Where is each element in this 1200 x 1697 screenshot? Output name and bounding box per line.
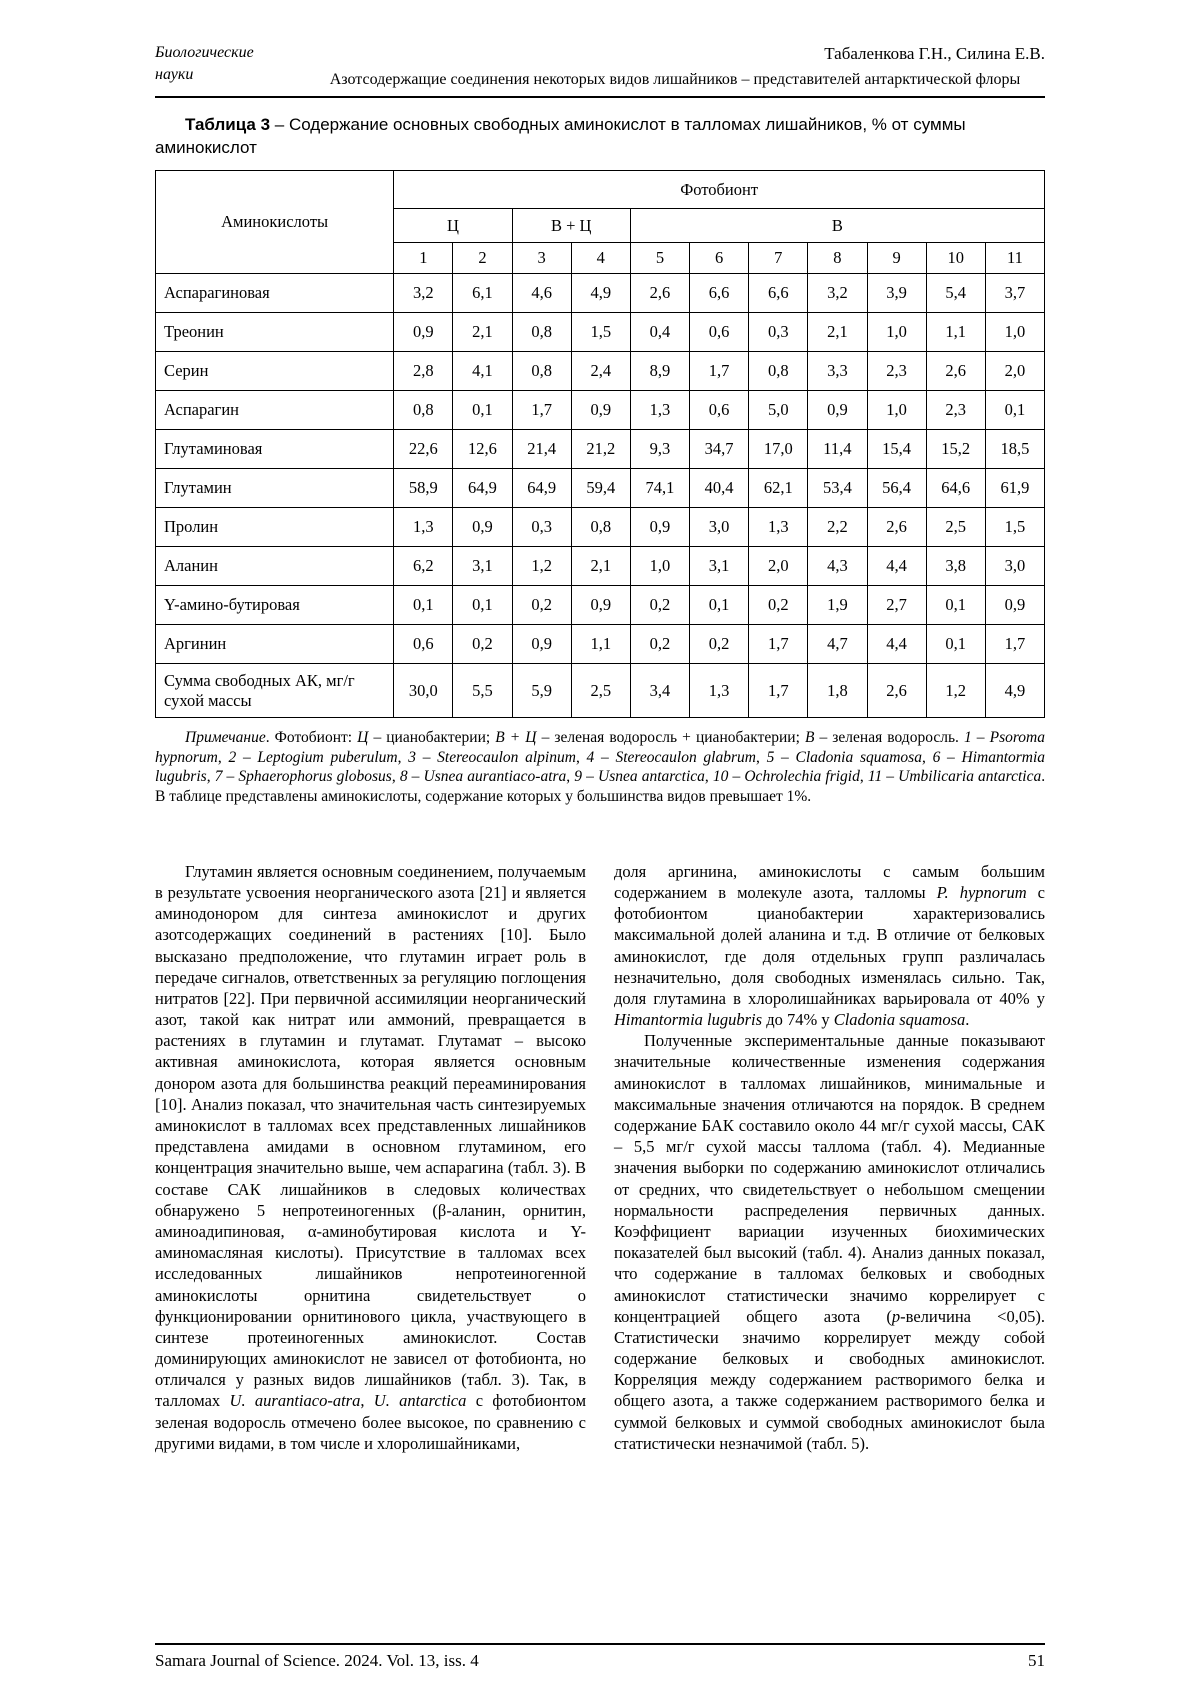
table-caption (155, 114, 1045, 160)
table-row (156, 313, 1045, 352)
value-cell: 2,3 (926, 391, 985, 430)
column-number: 9 (867, 243, 926, 274)
table-caption-label: Таблица 3 (185, 115, 271, 135)
value-cell: 0,1 (453, 586, 512, 625)
value-cell: 0,1 (453, 391, 512, 430)
value-cell: 1,5 (571, 313, 630, 352)
value-cell: 0,9 (453, 508, 512, 547)
value-cell: 1,7 (985, 625, 1044, 664)
group-header-cyanobacteria: Ц (394, 209, 512, 243)
value-cell: 1,3 (630, 391, 689, 430)
value-cell: 0,1 (394, 586, 453, 625)
value-cell: 2,5 (571, 664, 630, 718)
value-cell: 0,6 (690, 313, 749, 352)
italic-term: 9 – Usnea antarctica (574, 768, 705, 786)
value-cell: 0,9 (571, 586, 630, 625)
journal-section (155, 42, 305, 91)
value-cell: 1,7 (749, 664, 808, 718)
value-cell: 1,0 (985, 313, 1044, 352)
column-number: 6 (690, 243, 749, 274)
table-row (156, 664, 1045, 718)
value-cell: 6,6 (749, 274, 808, 313)
amino-acid-name: Глутаминовая (156, 430, 394, 469)
table-row (156, 352, 1045, 391)
body-paragraph (614, 1030, 1045, 1454)
column-number: 1 (394, 243, 453, 274)
value-cell: 6,6 (690, 274, 749, 313)
column-number: 5 (630, 243, 689, 274)
text-run: Полученные экспериментальные данные показывают значительные количественные изменения содержания аминокислот в талломах лишайников, минимальные и максимальные значения отличаются на порядок. В среднем содержание БАК составило около 44 мг/г сухой массы, САК – 5,5 мг/г сухой массы таллома (табл. 4). Медианные значения выборки по содержанию аминокислот отличались от средних, что свидетельствует о небольшом смещении нормальности распределения первичных данных. Коэффициент вариации изученных биохимических показателей был высокий (табл. 4). Анализ данных показал, что содержание в талломах белковых и свободных аминокислот статистически значимо коррелирует с концентрацией общего азота ( (614, 1031, 1045, 1326)
table-row (156, 274, 1045, 313)
text-run: с фотобионтом зеленая водоросль отмечено более высокое, по сравнению с другими видами, в том числе и хлоролишайниками, (155, 1391, 587, 1453)
amino-acid-name: Аланин (156, 547, 394, 586)
value-cell: 3,7 (985, 274, 1044, 313)
body-paragraph (614, 861, 1045, 1031)
text-run: с фотобионтом цианобактерии характеризовались максимальной долей аланина и т.д. В отличие от белковых аминокислот, где доля отдельных групп различалась незначительно, доля свободных изменялась сильно. Так, доля глутамина в хлоролишайниках варьировала от 40% у (614, 882, 1045, 1008)
value-cell: 0,9 (808, 391, 867, 430)
value-cell: 4,4 (867, 625, 926, 664)
amino-acid-table (155, 170, 1045, 718)
table-row (156, 547, 1045, 586)
table-row (156, 430, 1045, 469)
text-run: -величина <0,05). Статистически значимо коррелирует между собой содержание белковых и свободных аминокислот. Корреляция между содержанием растворимого белка и общего азота, а также содержанием растворимого белка и суммой белковых и суммой свободных аминокислот была статистически незначимой (табл. 5). (614, 1306, 1045, 1453)
value-cell: 12,6 (453, 430, 512, 469)
value-cell: 64,9 (512, 469, 571, 508)
value-cell: 4,7 (808, 625, 867, 664)
value-cell: 6,1 (453, 274, 512, 313)
value-cell: 0,9 (571, 391, 630, 430)
text-run: . Фотобионт: (265, 729, 358, 747)
italic-term: 10 – Ochrolechia frigid (712, 768, 860, 786)
value-cell: 15,2 (926, 430, 985, 469)
value-cell: 0,8 (749, 352, 808, 391)
value-cell: 0,9 (985, 586, 1044, 625)
value-cell: 5,5 (453, 664, 512, 718)
journal-section-line2: науки (155, 66, 194, 84)
right-column (614, 861, 1045, 1454)
value-cell: 1,1 (926, 313, 985, 352)
body-columns (155, 861, 1045, 1454)
italic-term: P. hypnorum (936, 882, 1027, 902)
value-cell: 1,3 (394, 508, 453, 547)
value-cell: 1,1 (571, 625, 630, 664)
italic-term: Ц (357, 729, 369, 747)
value-cell: 0,8 (512, 313, 571, 352)
value-cell: 9,3 (630, 430, 689, 469)
table-row (156, 391, 1045, 430)
value-cell: 4,1 (453, 352, 512, 391)
header-rule (155, 96, 1045, 98)
value-cell: 0,1 (985, 391, 1044, 430)
amino-acid-name: Аргинин (156, 625, 394, 664)
italic-term: 11 – Umbilicaria antarctica (867, 768, 1042, 786)
value-cell: 0,2 (630, 625, 689, 664)
value-cell: 40,4 (690, 469, 749, 508)
value-cell: 4,9 (571, 274, 630, 313)
page-header (155, 42, 1045, 91)
value-cell: 0,2 (453, 625, 512, 664)
value-cell: 3,0 (985, 547, 1044, 586)
text-run: , (206, 768, 215, 786)
italic-term: U. antarctica (373, 1391, 467, 1411)
value-cell: 0,1 (926, 625, 985, 664)
amino-acid-name: Серин (156, 352, 394, 391)
value-cell: 3,8 (926, 547, 985, 586)
value-cell: 59,4 (571, 469, 630, 508)
value-cell: 0,2 (690, 625, 749, 664)
column-number: 7 (749, 243, 808, 274)
value-cell: 53,4 (808, 469, 867, 508)
value-cell: 0,1 (926, 586, 985, 625)
journal-section-line1: Биологические (155, 44, 254, 61)
italic-term: 4 – Stereocaulon glabrum (586, 748, 756, 766)
value-cell: 4,6 (512, 274, 571, 313)
value-cell: 15,4 (867, 430, 926, 469)
value-cell: 64,9 (453, 469, 512, 508)
value-cell: 2,6 (867, 508, 926, 547)
value-cell: 3,0 (690, 508, 749, 547)
value-cell: 0,9 (630, 508, 689, 547)
photobiont-header-row (156, 171, 1045, 209)
value-cell: 0,6 (394, 625, 453, 664)
value-cell: 3,1 (690, 547, 749, 586)
value-cell: 34,7 (690, 430, 749, 469)
italic-term: 2 – Leptogium puberulum (228, 748, 398, 766)
amino-acid-name: Υ-амино-бутировая (156, 586, 394, 625)
value-cell: 4,4 (867, 547, 926, 586)
value-cell: 4,9 (985, 664, 1044, 718)
text-run: , (921, 748, 933, 766)
value-cell: 3,4 (630, 664, 689, 718)
value-cell: 56,4 (867, 469, 926, 508)
value-cell: 1,3 (690, 664, 749, 718)
italic-term: p (891, 1306, 901, 1326)
value-cell: 21,4 (512, 430, 571, 469)
value-cell: 2,6 (867, 664, 926, 718)
value-cell: 3,2 (394, 274, 453, 313)
table-head (156, 171, 1045, 274)
value-cell: 8,9 (630, 352, 689, 391)
value-cell: 5,9 (512, 664, 571, 718)
amino-acid-name: Аспарагиновая (156, 274, 394, 313)
italic-term: Cladonia squamosa (833, 1010, 966, 1030)
value-cell: 1,9 (808, 586, 867, 625)
value-cell: 3,3 (808, 352, 867, 391)
amino-acid-name: Аспарагин (156, 391, 394, 430)
value-cell: 0,2 (630, 586, 689, 625)
text-run: Глутамин является основным соединением, получаемым в результате усвоения неорганического азота [21] и является аминодонором для синтеза аминокислот и других азотсодержащих соединений в растениях [10]. Было высказано предположение, что глутамин играет роль в передаче сигналов, ответственных за регуляцию поглощения нитратов [22]. При первичной ассимиляции неорганический азот, такой как нитрат или аммоний, превращается в растениях в глутамин и глутамат. Глутамат – высоко активная аминокислота, которая является основным донором азота для большинства реакций переаминирования [10]. Анализ показал, что значительная часть синтезируемых аминокислот в талломах всех представленных лишайников представлена амидами в основном глутамином, его концентрация значительно выше, чем аспарагина (табл. 3). В составе САК лишайников в следовых количествах обнаружено 5 непротеиногенных (β-аланин, орнитин, аминоадипиновая, α-аминобутировая кислота и Υ-аминомасляная кислоты). Присутствие в талломах всех исследованных лишайников непротеиногенной аминокислоты орнитина свидетельствует о функционировании орнитинового цикла, участвующего в синтезе протеиногенных аминокислот. Состав доминирующих аминокислот не зависел от фотобионта, но отличался у разных видов лишайников (табл. 3). Так, в талломах (155, 861, 586, 1411)
value-cell: 64,6 (926, 469, 985, 508)
text-run: . (965, 1010, 970, 1030)
running-title: Азотсодержащие соединения некоторых видов лишайников – представителей антарктической флоры (329, 70, 1021, 88)
value-cell: 0,9 (394, 313, 453, 352)
table-caption-text: – Содержание основных свободных аминокислот в талломах лишайников, % от суммы аминокислот (155, 115, 966, 158)
value-cell: 1,3 (749, 508, 808, 547)
value-cell: 3,1 (453, 547, 512, 586)
authors: Табаленкова Г.Н., Силина Е.В. (824, 44, 1045, 63)
text-run: – цианобактерии; (368, 729, 496, 747)
group-header-green-plus-cyano: В + Ц (512, 209, 630, 243)
italic-term: 1 – Psoroma hypnorum (155, 729, 1046, 766)
value-cell: 2,1 (808, 313, 867, 352)
value-cell: 18,5 (985, 430, 1044, 469)
amino-acid-name: Глутамин (156, 469, 394, 508)
value-cell: 2,2 (808, 508, 867, 547)
text-run: , (575, 748, 587, 766)
value-cell: 1,2 (926, 664, 985, 718)
body-paragraph (155, 861, 586, 1454)
text-run: , (704, 768, 713, 786)
value-cell: 0,8 (571, 508, 630, 547)
text-run: , (391, 768, 400, 786)
table-body (156, 274, 1045, 718)
value-cell: 62,1 (749, 469, 808, 508)
text-run: – зеленая водоросль + цианобактерии; (536, 729, 805, 747)
table-row (156, 469, 1045, 508)
italic-term: В + Ц (495, 729, 537, 747)
value-cell: 2,7 (867, 586, 926, 625)
column-number: 8 (808, 243, 867, 274)
table-row (156, 625, 1045, 664)
footer-journal-title: Samara Journal of Science. 2024. Vol. 13, iss. 4 (155, 1651, 479, 1670)
value-cell: 0,6 (690, 391, 749, 430)
value-cell: 5,4 (926, 274, 985, 313)
text-run: до 74% у (762, 1010, 834, 1030)
text-run: , (566, 768, 575, 786)
italic-term: 7 – Sphaerophorus globosus (214, 768, 392, 786)
italic-term: В (804, 729, 815, 747)
value-cell: 1,7 (690, 352, 749, 391)
value-cell: 0,3 (512, 508, 571, 547)
value-cell: 74,1 (630, 469, 689, 508)
italic-term: Примечание (185, 729, 266, 747)
header-right (305, 42, 1045, 91)
text-run: , (755, 748, 767, 766)
value-cell: 1,2 (512, 547, 571, 586)
amino-acid-name: Сумма свободных АК, мг/г сухой массы (156, 664, 394, 718)
value-cell: 1,0 (867, 391, 926, 430)
value-cell: 30,0 (394, 664, 453, 718)
value-cell: 0,2 (512, 586, 571, 625)
italic-term: U. aurantiaco-atra (229, 1391, 361, 1411)
value-cell: 58,9 (394, 469, 453, 508)
value-cell: 17,0 (749, 430, 808, 469)
photobiont-header: Фотобионт (394, 171, 1045, 209)
value-cell: 0,3 (749, 313, 808, 352)
table-row (156, 586, 1045, 625)
group-header-green-algae: В (630, 209, 1044, 243)
italic-term: 8 – Usnea aurantiaco-atra (399, 768, 567, 786)
column-number: 10 (926, 243, 985, 274)
value-cell: 2,0 (985, 352, 1044, 391)
italic-term: 6 – Himantormia lugubris (155, 748, 1046, 786)
table-note (155, 728, 1045, 807)
value-cell: 2,6 (630, 274, 689, 313)
text-run: доля аргинина, аминокислоты с самым большим содержанием в молекуле азота, талломы (614, 861, 1045, 902)
column-number: 4 (571, 243, 630, 274)
value-cell: 6,2 (394, 547, 453, 586)
value-cell: 0,1 (690, 586, 749, 625)
value-cell: 1,0 (630, 547, 689, 586)
value-cell: 2,1 (453, 313, 512, 352)
value-cell: 2,1 (571, 547, 630, 586)
value-cell: 2,0 (749, 547, 808, 586)
value-cell: 0,2 (749, 586, 808, 625)
italic-term: Himantormia lugubris (614, 1010, 763, 1030)
value-cell: 4,3 (808, 547, 867, 586)
value-cell: 61,9 (985, 469, 1044, 508)
value-cell: 2,5 (926, 508, 985, 547)
value-cell: 2,6 (926, 352, 985, 391)
value-cell: 0,4 (630, 313, 689, 352)
amino-acid-name: Треонин (156, 313, 394, 352)
value-cell: 0,8 (512, 352, 571, 391)
italic-term: 3 – Stereocaulon alpinum (408, 748, 576, 766)
column-number: 3 (512, 243, 571, 274)
table-row (156, 508, 1045, 547)
value-cell: 0,9 (512, 625, 571, 664)
text-run: , (360, 1391, 374, 1411)
column-number: 11 (985, 243, 1044, 274)
italic-term: 5 – Cladonia squamosa (766, 748, 922, 766)
value-cell: 2,8 (394, 352, 453, 391)
value-cell: 0,8 (394, 391, 453, 430)
value-cell: 1,7 (749, 625, 808, 664)
value-cell: 5,0 (749, 391, 808, 430)
value-cell: 1,8 (808, 664, 867, 718)
left-column (155, 861, 586, 1454)
value-cell: 21,2 (571, 430, 630, 469)
value-cell: 3,2 (808, 274, 867, 313)
value-cell: 2,4 (571, 352, 630, 391)
value-cell: 1,5 (985, 508, 1044, 547)
page-footer (155, 1643, 1045, 1671)
column-number: 2 (453, 243, 512, 274)
amino-acid-name: Пролин (156, 508, 394, 547)
value-cell: 11,4 (808, 430, 867, 469)
value-cell: 1,7 (512, 391, 571, 430)
value-cell: 1,0 (867, 313, 926, 352)
text-run: . В таблице представлены аминокислоты, содержание которых у большинства видов превышает 1%. (155, 768, 1046, 806)
text-run: , (217, 748, 229, 766)
value-cell: 2,3 (867, 352, 926, 391)
text-run: , (859, 768, 868, 786)
text-run: , (397, 748, 409, 766)
value-cell: 22,6 (394, 430, 453, 469)
value-cell: 3,9 (867, 274, 926, 313)
footer-page-number: 51 (1028, 1651, 1045, 1670)
amino-acids-column-header: Аминокислоты (156, 171, 394, 274)
text-run: – зеленая водоросль. (814, 729, 964, 747)
